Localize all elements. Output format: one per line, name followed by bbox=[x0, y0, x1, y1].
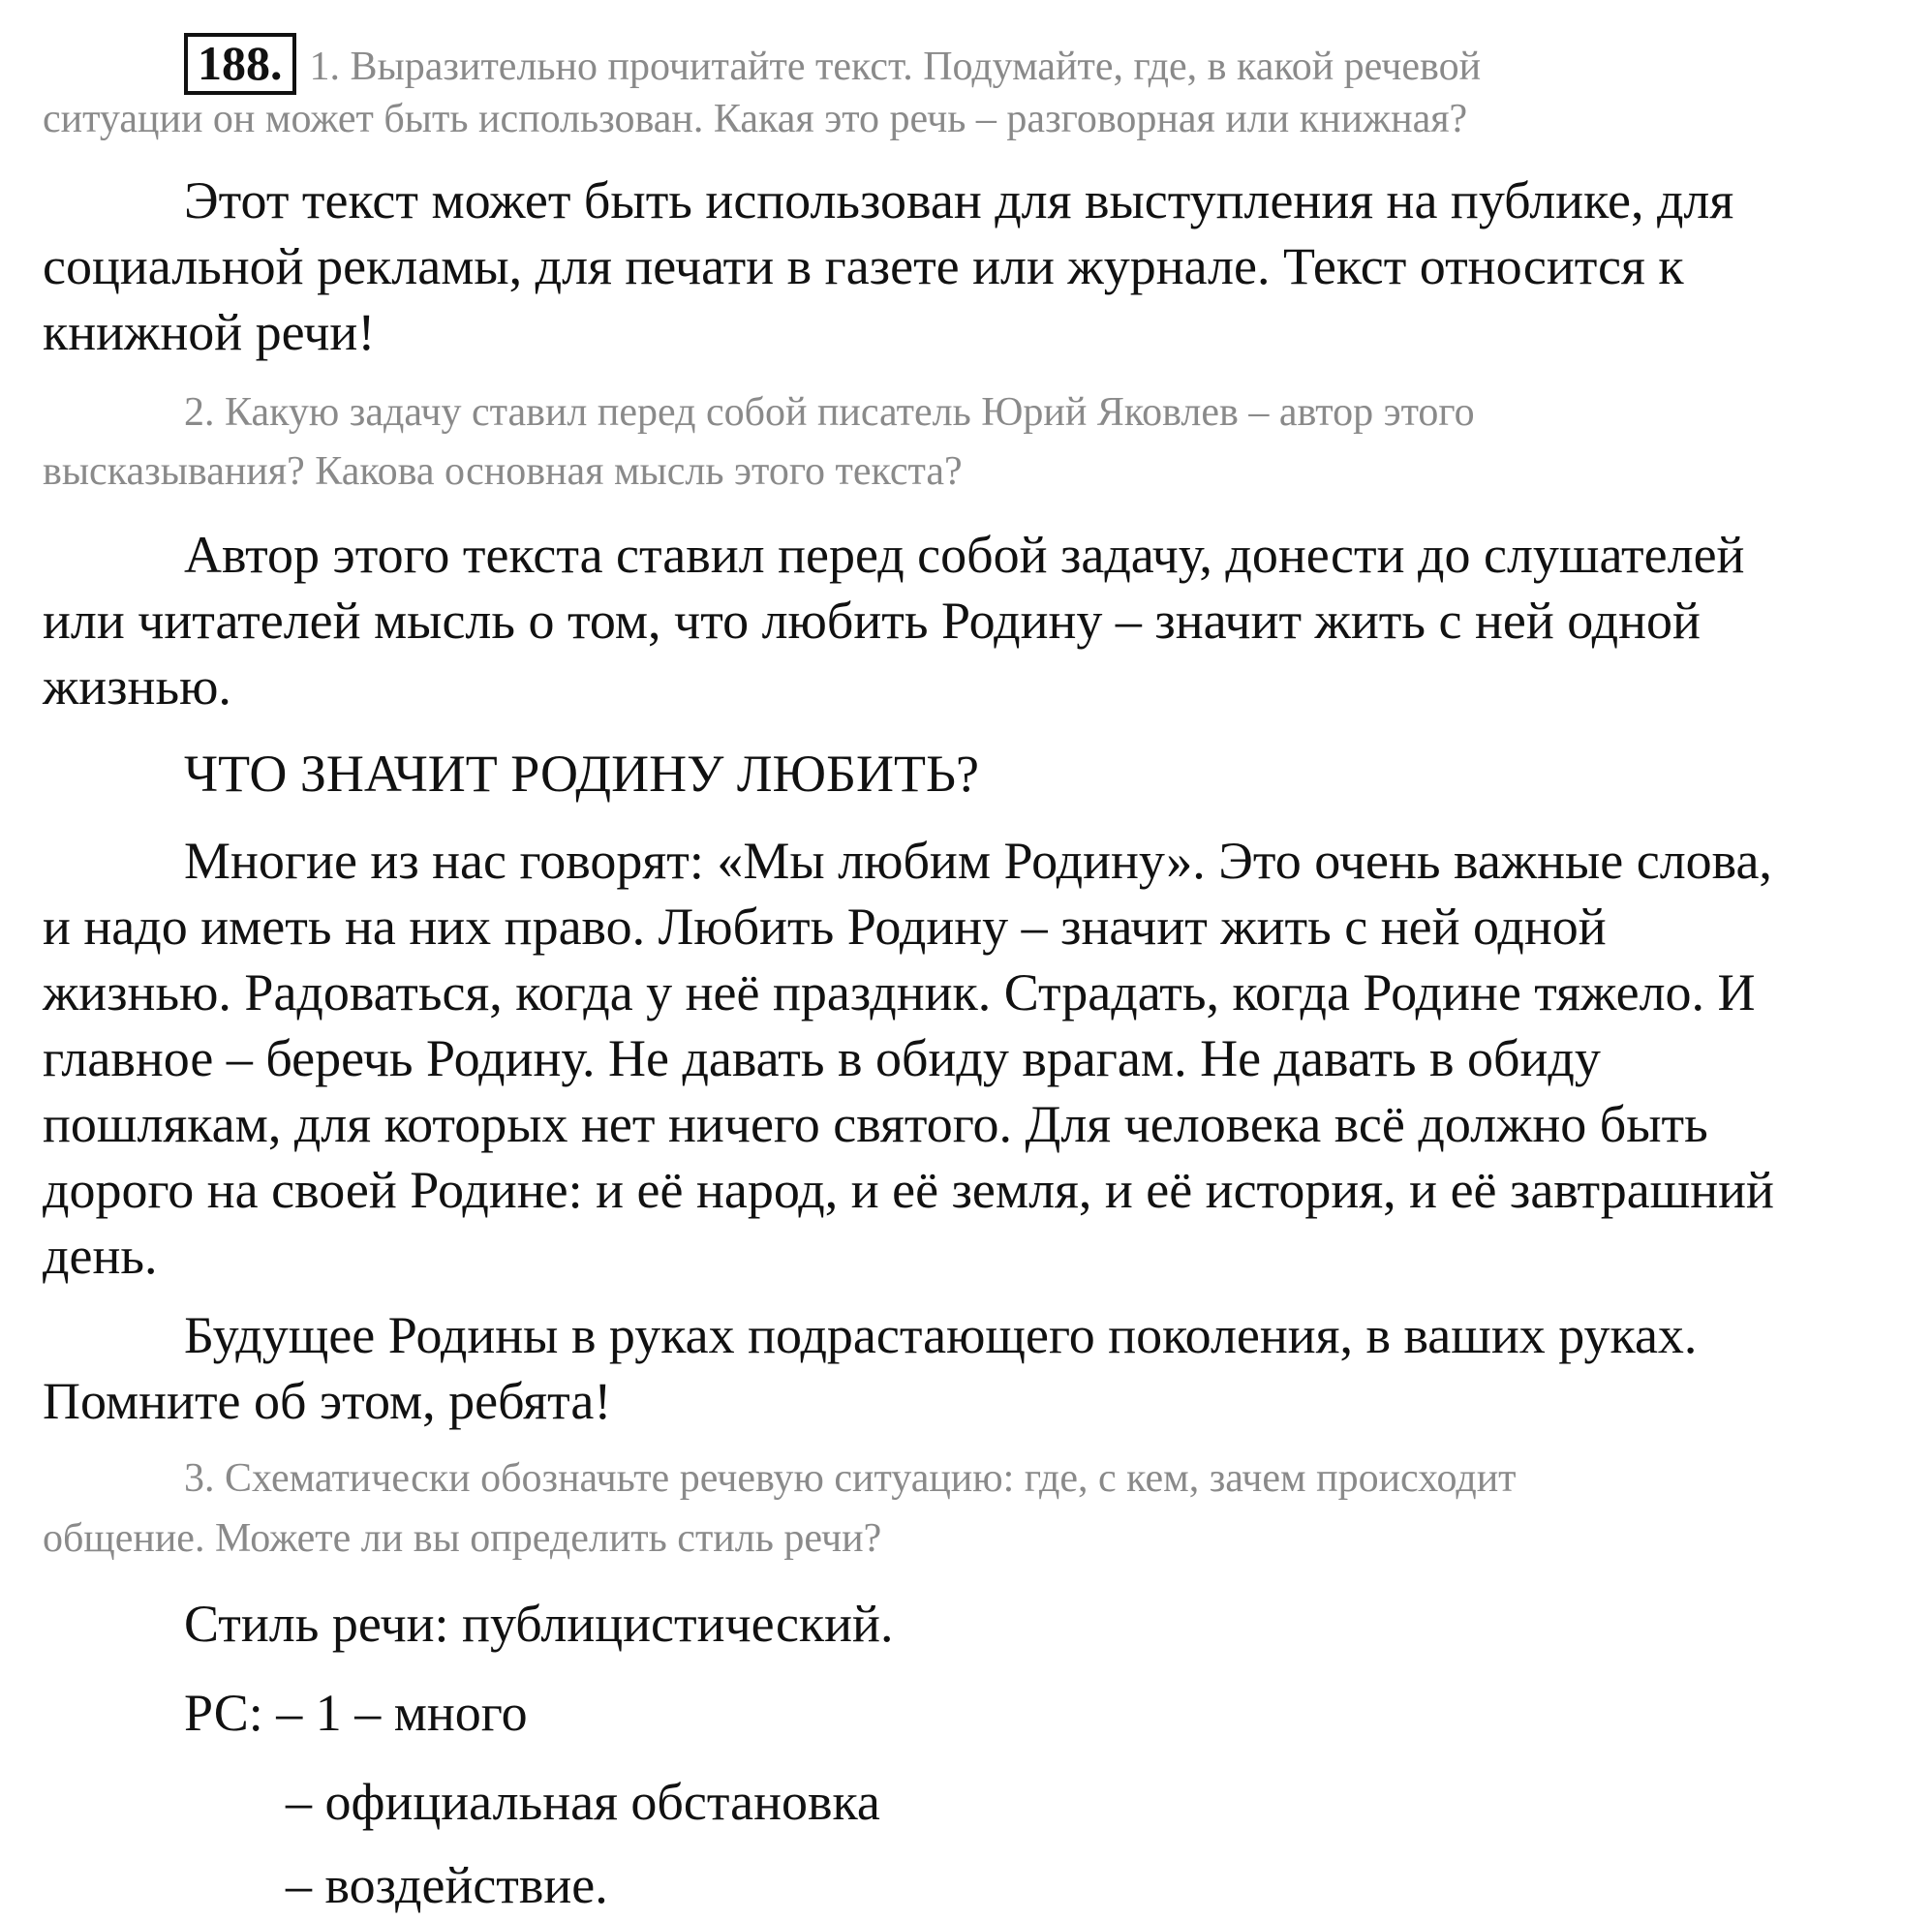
question-3-line-2: общение. Можете ли вы определить стиль речи? bbox=[43, 1516, 882, 1561]
exercise-number: 188. bbox=[184, 33, 296, 95]
text-paragraph-2-line-2: Помните об этом, ребята! bbox=[43, 1372, 612, 1430]
answer-1-line-3: книжной речи! bbox=[43, 303, 376, 361]
answer-1-line-2: социальной рекламы, для печати в газете или журнале. Текст относится к bbox=[43, 237, 1684, 295]
answer-3-style: Стиль речи: публицистический. bbox=[184, 1595, 894, 1653]
answer-2-line-1: Автор этого текста ставил перед собой задачу, донести до слушателей bbox=[184, 526, 1745, 584]
answer-3-speech-situation: РС: – 1 – много bbox=[184, 1684, 528, 1742]
answer-1-line-1: Этот текст может быть использован для выступления на публике, для bbox=[184, 171, 1734, 229]
text-paragraph-1-line-6: дорого на своей Родине: и её народ, и её земля, и её история, и её завтрашний bbox=[43, 1161, 1774, 1219]
question-1-line-1 bbox=[184, 33, 1481, 95]
question-2-line-1: 2. Какую задачу ставил перед собой писатель Юрий Яковлев – автор этого bbox=[184, 390, 1475, 435]
question-1-text: 1. Выразительно прочитайте текст. Подумайте, где, в какой речевой bbox=[309, 45, 1482, 89]
text-paragraph-1-line-1: Многие из нас говорят: «Мы любим Родину». Это очень важные слова, bbox=[184, 832, 1772, 890]
answer-3-item-2: – воздействие. bbox=[286, 1856, 608, 1914]
text-paragraph-1-line-3: жизнью. Радоваться, когда у неё праздник. Страдать, когда Родине тяжело. И bbox=[43, 963, 1756, 1021]
answer-3-item-1: – официальная обстановка bbox=[286, 1773, 880, 1831]
question-1-line-2: ситуации он может быть использован. Какая это речь – разговорная или книжная? bbox=[43, 97, 1468, 141]
text-paragraph-1-line-5: пошлякам, для которых нет ничего святого. Для человека всё должно быть bbox=[43, 1095, 1708, 1153]
text-title: ЧТО ЗНАЧИТ РОДИНУ ЛЮБИТЬ? bbox=[184, 745, 979, 803]
answer-2-line-2: или читателей мысль о том, что любить Родину – значит жить с ней одной bbox=[43, 592, 1701, 650]
answer-2-line-3: жизнью. bbox=[43, 657, 231, 716]
text-paragraph-1-line-7: день. bbox=[43, 1227, 158, 1285]
text-paragraph-2-line-1: Будущее Родины в руках подрастающего поколения, в ваших руках. bbox=[184, 1306, 1698, 1364]
text-paragraph-1-line-4: главное – беречь Родину. Не давать в обиду врагам. Не давать в обиду bbox=[43, 1029, 1601, 1087]
text-paragraph-1-line-2: и надо иметь на них право. Любить Родину – значит жить с ней одной bbox=[43, 898, 1607, 956]
question-2-line-2: высказывания? Какова основная мысль этого текста? bbox=[43, 449, 963, 494]
question-3-line-1: 3. Схематически обозначьте речевую ситуацию: где, с кем, зачем происходит bbox=[184, 1456, 1517, 1501]
